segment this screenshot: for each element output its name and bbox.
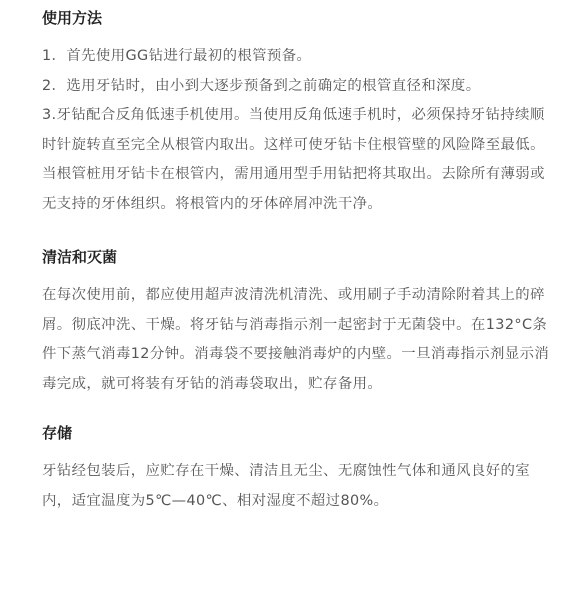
- section-body-usage: [42, 42, 557, 219]
- usage-step-3: 3.牙钻配合反角低速手机使用。当使用反角低速手机时，必须保持牙钻持续顺时针旋转直至完全从根管内取出。这样可使牙钻卡住根管壁的风险降至最低。当根管桩用牙钻卡在根管内，需用通用型手用钻把将其取出。去除所有薄弱或无支持的牙体组织。将根管内的牙体碎屑冲洗干净。: [42, 107, 545, 212]
- section-title-storage: 存储: [42, 424, 73, 442]
- section-storage: [42, 421, 557, 516]
- section-usage: [42, 6, 557, 219]
- section-body-cleaning: [42, 281, 557, 399]
- usage-step-2: 2．选用牙钻时，由小到大逐步预备到之前确定的根管直径和深度。: [42, 77, 481, 94]
- section-body-storage: [42, 457, 557, 516]
- section-title-usage: 使用方法: [42, 9, 103, 27]
- cleaning-paragraph: 在每次使用前，都应使用超声波清洗机清洗、或用刷子手动清除附着其上的碎屑。彻底冲洗、干燥。将牙钻与消毒指示剂一起密封于无菌袋中。在132°C条件下蒸气消毒12分钟。消毒袋不要接触消毒炉的内壁。一旦消毒指示剂显示消毒完成，就可将装有牙钻的消毒袋取出，贮存备用。: [42, 287, 550, 392]
- storage-paragraph: 牙钻经包装后，应贮存在干燥、清洁且无尘、无腐蚀性气体和通风良好的室内，适宜温度为5℃—40℃、相对湿度不超过80%。: [42, 463, 531, 509]
- usage-step-1: 1．首先使用GG钻进行最初的根管预备。: [42, 48, 312, 64]
- section-title-cleaning: 清洁和灭菌: [42, 248, 118, 266]
- section-cleaning-sterilization: [42, 245, 557, 399]
